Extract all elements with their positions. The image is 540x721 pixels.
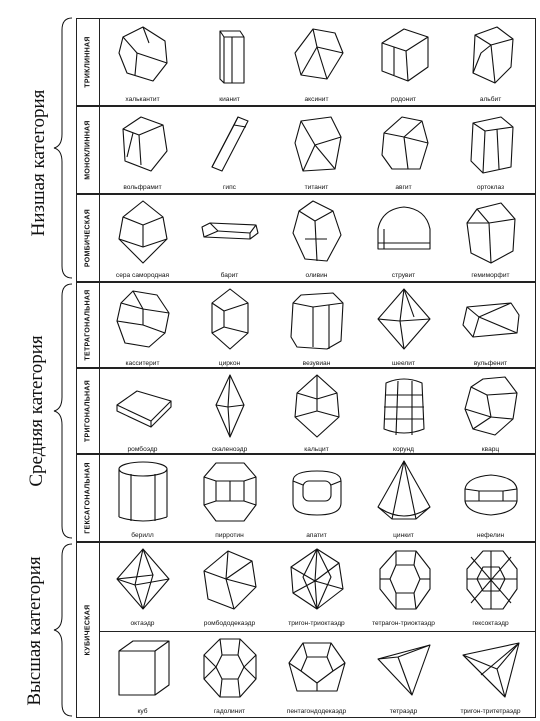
crystal-name: тригон-триоктаэдр (288, 620, 345, 627)
cassiterite-crystal-icon (113, 287, 173, 353)
hemimorphite-crystal-icon (461, 199, 521, 265)
cube-crystal-icon (113, 635, 173, 701)
crystal-name: гексоктаэдр (472, 620, 509, 627)
olivine-crystal-icon (287, 199, 347, 265)
gypsum-crystal-icon (200, 111, 260, 177)
crystal-name: ортоклаз (476, 184, 505, 191)
crystal-name: октаэдр (130, 620, 155, 627)
crystal-name: пентагондодекаэдр (286, 708, 347, 715)
system-panel-triclinic (76, 18, 536, 106)
trigon-trioctahedron-crystal-icon (287, 547, 347, 613)
category-label-low: Низшая категория (28, 89, 49, 237)
wolframite-crystal-icon (113, 111, 173, 177)
sulfur-crystal-icon (113, 199, 173, 265)
crystal-name: апатит (306, 532, 327, 539)
crystal-name: аксинит (304, 96, 329, 103)
category-brace-low (50, 16, 74, 280)
category-label-medium: Средняя категория (26, 335, 47, 487)
crystal-name: тетраэдр (389, 708, 418, 715)
system-label: ТРИГОНАЛЬНАЯ (77, 369, 100, 453)
tetrahedron-crystal-icon (374, 635, 434, 701)
crystal-name: вольфрамит (123, 184, 162, 191)
crystal-name: пирротин (215, 532, 244, 539)
crystal-name: родонит (390, 96, 417, 103)
crystal-name: ромбододекаэдр (203, 620, 256, 627)
system-panel-trigonal (76, 368, 536, 454)
system-panel-cubic (76, 542, 536, 718)
beryl-crystal-icon (113, 459, 173, 525)
crystal-name: альбит (479, 96, 502, 103)
corundum-crystal-icon (374, 373, 434, 439)
scalenohedron-crystal-icon (200, 373, 260, 439)
crystal-name: титанит (304, 184, 329, 191)
crystal-name: струвит (391, 272, 416, 279)
rhombic-dodecahedron-crystal-icon (200, 547, 260, 613)
crystal-name: циркон (218, 360, 241, 367)
crystal-name: касситерит (125, 360, 160, 367)
system-panel-tetragonal (76, 282, 536, 368)
scheelite-crystal-icon (374, 287, 434, 353)
apatite-crystal-icon (287, 459, 347, 525)
crystal-name: вульфенит (473, 360, 508, 367)
pentagonal-dodecahedron-crystal-icon (287, 635, 347, 701)
crystal-name: гемиморфит (471, 272, 510, 279)
system-label: ТРИКЛИННАЯ (77, 19, 100, 105)
crystal-name: гипс (223, 184, 236, 191)
crystal-name: везувиан (302, 360, 331, 367)
trigon-tritetrahedron-crystal-icon (461, 635, 521, 701)
crystal-name: корунд (392, 446, 414, 453)
system-panel-hexagonal (76, 454, 536, 542)
crystal-row (99, 543, 535, 631)
crystal-name: тригон-тритетраэдр (460, 708, 521, 715)
crystal-name: ромбоэдр (127, 446, 158, 453)
crystal-row (99, 455, 535, 543)
wulfenite-crystal-icon (461, 287, 521, 353)
system-label: РОМБИЧЕСКАЯ (77, 195, 100, 281)
crystal-name: шеелит (392, 360, 415, 367)
crystal-name: оливин (305, 272, 328, 279)
crystal-name: куб (137, 708, 148, 715)
crystal-name: тетрагон-триоктаэдр (372, 620, 435, 627)
zincite-crystal-icon (374, 459, 434, 525)
gadolinite-crystal-icon (200, 635, 260, 701)
crystal-name: гадолинит (213, 708, 246, 715)
crystal-name: нефелин (476, 532, 505, 539)
zircon-crystal-icon (200, 287, 260, 353)
augite-crystal-icon (374, 111, 434, 177)
system-panel-orthorhombic (76, 194, 536, 282)
category-label-high: Высшая категория (24, 556, 45, 706)
system-label: КУБИЧЕСКАЯ (77, 543, 100, 717)
crystal-name: цинкит (393, 532, 414, 539)
struvite-crystal-icon (374, 199, 434, 265)
crystal-row (99, 369, 535, 457)
vesuvianite-crystal-icon (287, 287, 347, 353)
titanite-crystal-icon (287, 111, 347, 177)
crystal-name: берилл (131, 532, 154, 539)
crystal-name: скаленоэдр (211, 446, 248, 453)
crystal-name: кальцит (304, 446, 329, 453)
crystal-row (99, 107, 535, 195)
orthoclase-crystal-icon (461, 111, 521, 177)
crystal-row (99, 195, 535, 283)
crystal-name: халькантит (125, 96, 160, 103)
barite-crystal-icon (200, 199, 260, 265)
crystal-row (99, 283, 535, 371)
rhombohedron-crystal-icon (113, 373, 173, 439)
category-brace-medium (50, 282, 74, 540)
pyrrhotite-crystal-icon (200, 459, 260, 525)
rhodonite-crystal-icon (374, 23, 434, 89)
system-label: МОНОКЛИННАЯ (77, 107, 100, 193)
crystal-row (99, 19, 535, 107)
chalcanthite-crystal-icon (113, 23, 173, 89)
crystal-name: сера самородная (115, 272, 170, 279)
tetragon-trioctahedron-crystal-icon (374, 547, 434, 613)
crystal-name: барит (220, 272, 239, 279)
category-brace-high (50, 542, 74, 718)
crystal-name: кианит (219, 96, 240, 103)
hexoctahedron-crystal-icon (461, 547, 521, 613)
calcite-crystal-icon (287, 373, 347, 439)
nepheline-crystal-icon (461, 459, 521, 525)
system-label: ТЕТРАГОНАЛЬНАЯ (77, 283, 100, 367)
crystal-name: кварц (481, 446, 500, 453)
crystal-row (99, 631, 535, 719)
crystal-name: авгит (395, 184, 412, 191)
system-label: ГЕКСАГОНАЛЬНАЯ (77, 455, 100, 541)
kyanite-crystal-icon (200, 23, 260, 89)
axinite-crystal-icon (287, 23, 347, 89)
quartz-crystal-icon (461, 373, 521, 439)
albite-crystal-icon (461, 23, 521, 89)
system-panel-monoclinic (76, 106, 536, 194)
octahedron-crystal-icon (113, 547, 173, 613)
